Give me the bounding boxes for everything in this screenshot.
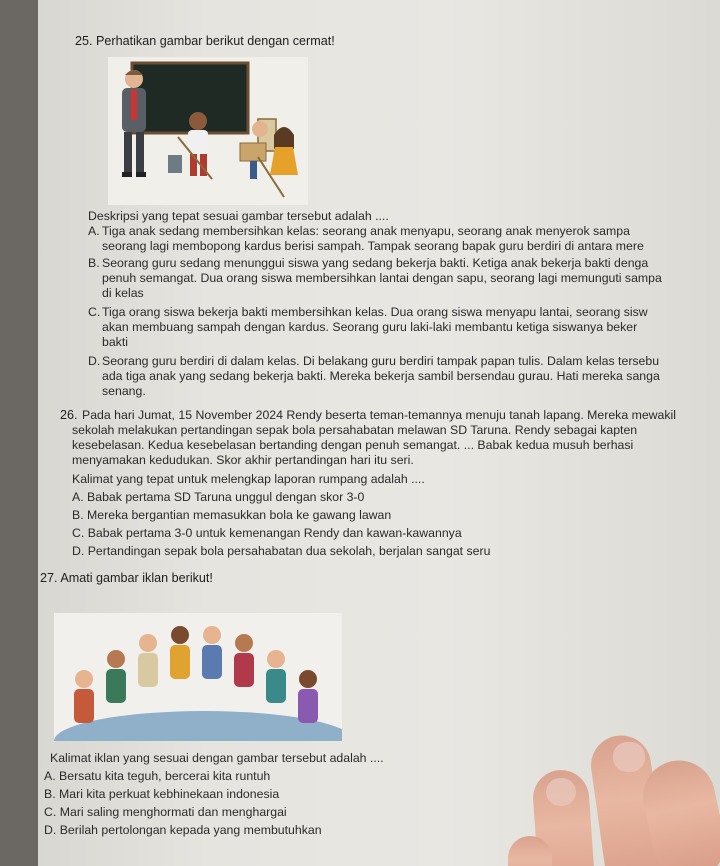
q25-number: 25. [75, 34, 93, 48]
q27-prompt: Amati gambar iklan berikut! [60, 571, 213, 585]
q25-option-b-line3: di kelas [102, 286, 144, 300]
q27-option-a [44, 769, 270, 784]
q25-option-d-letter: D. [88, 354, 101, 368]
classroom-cleaning-illustration [108, 57, 308, 205]
q26-option-d [72, 544, 490, 559]
q25-option-c-line2: akan membuang sampah dengan kardus. Seorang guru laki-laki membantu ketiga siswanya beker [102, 320, 638, 334]
q27-option-c-letter: C. [44, 805, 57, 819]
q26-option-d-letter: D. [72, 544, 85, 558]
q26-option-c-text: Babak pertama 3-0 untuk kemenangan Rendy dan kawan-kawannya [87, 526, 462, 540]
q25-illustration [108, 57, 308, 205]
q27-option-c-text: Mari saling menghormati dan menghargai [59, 805, 287, 819]
worksheet-page [38, 0, 720, 866]
q26-option-a-letter: A. [72, 490, 84, 504]
q27-option-d-letter: D. [44, 823, 57, 837]
q27-option-d [44, 823, 322, 838]
q27-stem: Kalimat iklan yang sesuai dengan gambar tersebut adalah .... [50, 751, 384, 765]
q27-header [40, 571, 213, 586]
q25-header [75, 34, 335, 49]
q26-passage-line3: kesebelasan. Kedua kesebelasan bertanding dengan penuh semangat. ... Babak kedua musuh berhasi [72, 438, 634, 452]
q25-option-d-line2: ada tiga anak yang sedang bekerja bakti. Mereka bekerja sambil bersendau gurau. Hati mereka sanga [102, 369, 660, 383]
q26-option-c-letter: C. [72, 526, 85, 540]
q25-option-c-letter: C. [88, 305, 101, 319]
diverse-children-circle-illustration [54, 613, 342, 741]
q26-stem: Kalimat yang tepat untuk melengkap laporan rumpang adalah .... [72, 472, 425, 486]
q25-option-d-line1: Seorang guru berdiri di dalam kelas. Di belakang guru berdiri tampak papan tulis. Dalam kelas tersebu [102, 354, 660, 368]
q27-option-a-text: Bersatu kita teguh, bercerai kita runtuh [59, 769, 271, 783]
q26-option-b-letter: B. [72, 508, 84, 522]
q26-number: 26. [60, 408, 78, 422]
q25-option-a-line1: Tiga anak sedang membersihkan kelas: seorang anak menyapu, seorang anak menyerok sampa [102, 224, 630, 238]
q25-option-c-line3: bakti [102, 335, 128, 349]
q25-option-b-line2: penuh semangat. Dua orang siswa membersihkan lantai dengan sapu, seorang lagi memunguti sampa [102, 271, 662, 285]
q27-option-b [44, 787, 279, 802]
q25-stem: Deskripsi yang tepat sesuai gambar tersebut adalah .... [88, 209, 389, 223]
q26-option-c [72, 526, 462, 541]
q25-option-a-letter: A. [88, 224, 100, 238]
q25-option-b-letter: B. [88, 256, 100, 270]
q27-option-b-letter: B. [44, 787, 56, 801]
q27-option-a-letter: A. [44, 769, 56, 783]
q25-option-b-line1: Seorang guru sedang menunggui siswa yang sedang bekerja bakti. Ketiga anak bekerja bakti denga [102, 256, 649, 270]
q27-option-b-text: Mari kita perkuat kebhinekaan indonesia [59, 787, 280, 801]
q25-option-a-line2: seorang lagi membopong kardus berisi sampah. Tampak seorang bapak guru berdiri di antara mere [102, 239, 644, 253]
q27-option-d-text: Berilah pertolongan kepada yang membutuhkan [59, 823, 322, 837]
q27-illustration [54, 613, 342, 741]
q26-passage-line4: menyamakan kedudukan. Skor akhir pertandingan hari itu seri. [72, 453, 414, 467]
q25-option-c-line1: Tiga orang siswa bekerja bakti membersihkan kelas. Dua orang siswa menyapu lantai, seorang sisw [102, 305, 648, 319]
q26-passage-line2: sekolah melakukan pertandingan sepak bola persahabatan melawan SD Taruna. Rendy sebagai kapten [72, 423, 638, 437]
q26-option-b [72, 508, 391, 523]
q26-option-a-text: Babak pertama SD Taruna unggul dengan skor 3-0 [87, 490, 365, 504]
q25-prompt: Perhatikan gambar berikut dengan cermat! [96, 34, 335, 48]
q27-option-c [44, 805, 287, 820]
q27-number: 27. [40, 571, 58, 585]
q26-option-a [72, 490, 364, 505]
q26-option-b-text: Mereka bergantian memasukkan bola ke gawang lawan [87, 508, 392, 522]
q26-passage-line1: Pada hari Jumat, 15 November 2024 Rendy beserta teman-temannya menuju tanah lapang. Mereka mewakil [82, 408, 676, 422]
q25-option-d-line3: senang. [102, 384, 146, 398]
q26-option-d-text: Pertandingan sepak bola persahabatan dua sekolah, berjalan sangat seru [87, 544, 491, 558]
